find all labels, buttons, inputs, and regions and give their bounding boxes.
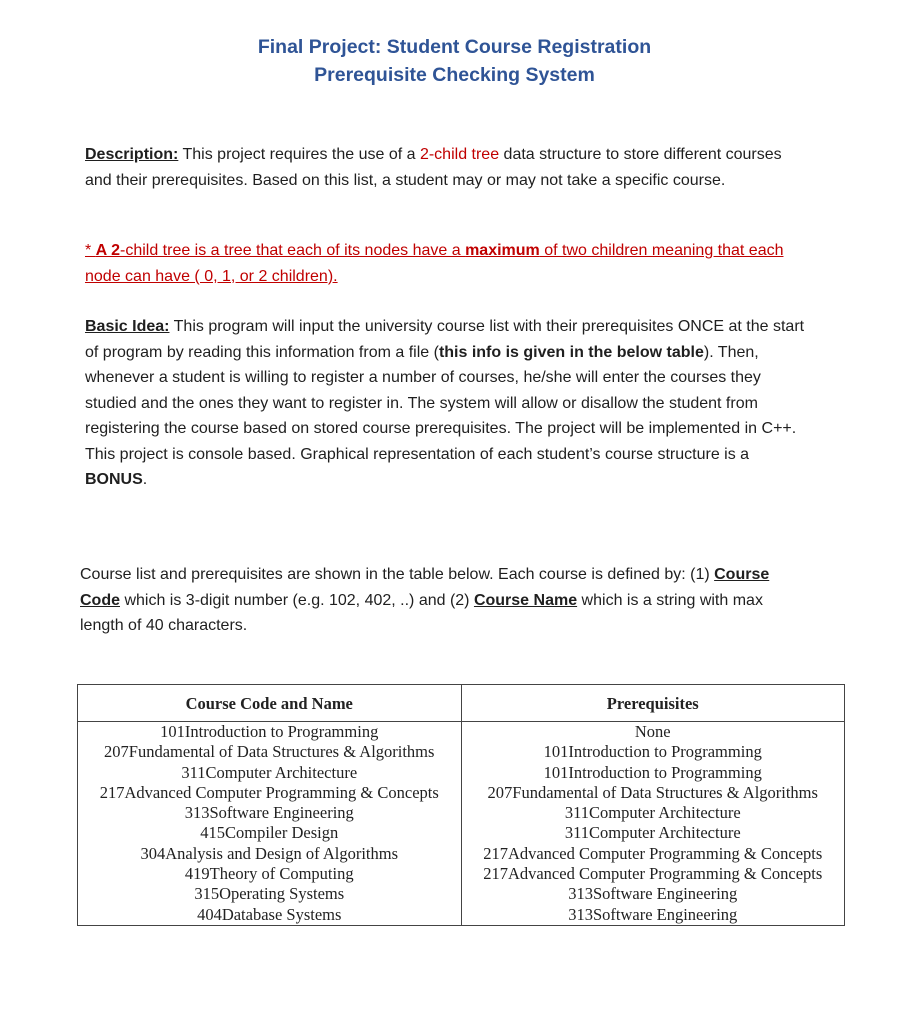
basic-idea-bold-b: BONUS [85,471,143,488]
course-cell: 217Advanced Computer Programming & Concepts [78,783,462,803]
description-paragraph [85,142,805,193]
description-text-a: This project requires the use of a [178,146,420,163]
course-list-paragraph [80,562,805,639]
table-row [78,884,845,904]
basic-idea-text-a: This program will input the university course list with their prerequisites ONCE at the start of program by reading this information from a file ( [85,318,805,361]
course-cell: 207Fundamental of Data Structures & Algorithms [78,742,462,762]
table-row [78,803,845,823]
table-row [78,844,845,864]
table-row [78,905,845,926]
prerequisite-cell: 101Introduction to Programming [461,742,845,762]
description-text-b: data structure to store different courses and their prerequisites. Based on this list, a student may or may not take a specific course. [85,146,782,189]
course-code-term: Course Code [80,566,770,609]
prerequisite-cell: 207Fundamental of Data Structures & Algorithms [461,783,845,803]
prerequisite-cell: 313Software Engineering [461,905,845,926]
course-cell: 304Analysis and Design of Algorithms [78,844,462,864]
document-title [0,33,909,89]
course-list-text-a: Course list and prerequisites are shown in the table below. Each course is defined by: (1) [80,566,715,583]
course-list-text-b: which is 3-digit number (e.g. 102, 402, ..) and (2) [120,591,474,609]
basic-idea-text-b: ). Then, whenever a student is willing to register a number of courses, he/she will enter the courses they studied and the ones they want to register in. The system will allow or disallow the student from registering the course based on stored course prerequisites. The project will be implemented in C++. This project is console based. Graphical representation of each student’s course structure is a [85,343,797,463]
table-row [78,823,845,843]
table-row [78,783,845,803]
note-text-b: of two children meaning that each node can have ( 0, 1, or 2 children). [85,242,784,285]
course-cell: 101Introduction to Programming [78,722,462,743]
note-text-a: -child tree is a tree that each of its nodes have a [119,242,466,259]
course-cell: 315Operating Systems [78,884,462,904]
title-line-1: Final Project: Student Course Registration [257,36,652,58]
table-row [78,742,845,762]
description-highlight: 2-child tree [419,146,500,163]
basic-idea-paragraph [85,314,805,493]
table-row [78,763,845,783]
tree-note [85,238,805,289]
table-row [78,864,845,884]
note-bold-a: A 2 [95,242,120,259]
note-star: * [85,242,96,259]
course-cell: 313Software Engineering [78,803,462,823]
course-cell: 415Compiler Design [78,823,462,843]
table-row [78,722,845,743]
course-table [77,684,845,926]
prerequisite-cell: 101Introduction to Programming [461,763,845,783]
basic-idea-text-c: . [142,471,148,488]
note-bold-b: maximum [465,242,540,259]
course-cell: 419Theory of Computing [78,864,462,884]
header-course: Course Code and Name [78,685,462,722]
basic-idea-label: Basic Idea: [85,318,170,335]
prerequisite-cell: 311Computer Architecture [461,823,845,843]
table-header-row [78,685,845,722]
title-line-2: Prerequisite Checking System [314,64,595,86]
course-list-text-c: which is a string with max length of 40 characters. [80,591,763,634]
prerequisite-cell: 311Computer Architecture [461,803,845,823]
prerequisite-cell: 313Software Engineering [461,884,845,904]
prerequisite-cell: 217Advanced Computer Programming & Concepts [461,864,845,884]
prerequisite-cell: 217Advanced Computer Programming & Concepts [461,844,845,864]
basic-idea-bold-a: this info is given in the below table [438,343,704,361]
description-label: Description: [85,146,179,163]
course-name-term: Course Name [473,591,578,609]
course-cell: 404Database Systems [78,905,462,926]
header-prerequisites: Prerequisites [461,685,845,722]
prerequisite-cell: None [461,722,845,743]
course-cell: 311Computer Architecture [78,763,462,783]
